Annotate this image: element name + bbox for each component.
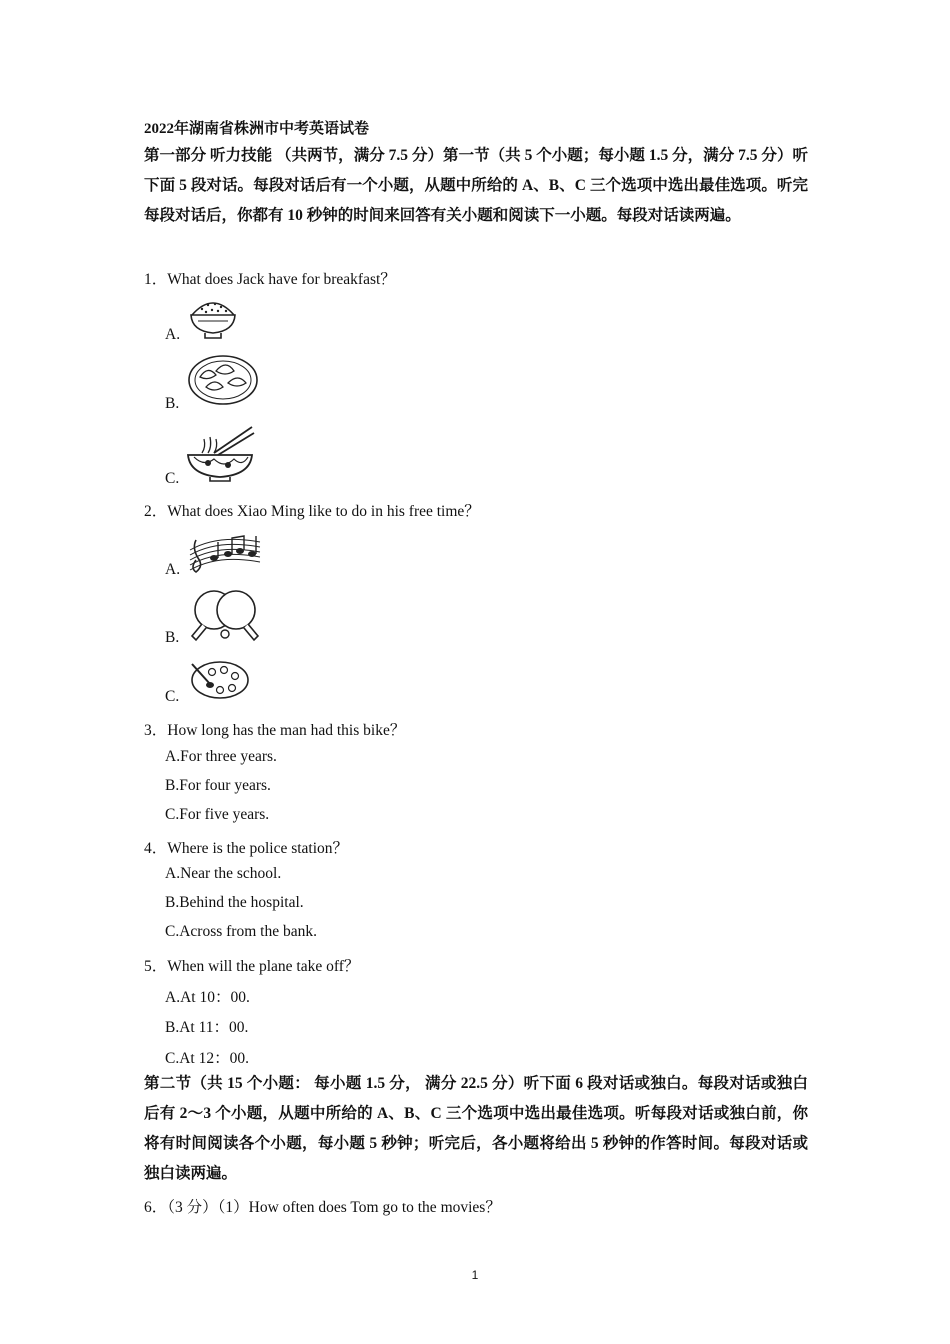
section-2-instructions: 第二节（共 15 个小题： 每小题 1.5 分， 满分 22.5 分）听下面 6 段对话或独白。每段对话或独白后有 2～3 个小题，从题中所给的 A、B、C 三个选项中选出最佳选项。听每段对话或独白前，你将有时间阅读各个小题，每小题 5 秒钟；听完后，各小题将给出 5 秒钟的作答时间。每段对话或独白读两遍。 <box>144 1075 808 1182</box>
option-a: A.For three years. <box>165 748 277 765</box>
question-text: What does Jack have for breakfast？ <box>167 271 396 288</box>
question-number: 1． <box>144 271 168 288</box>
option-b: B.At 11：00. <box>165 1019 249 1036</box>
option-label: B. <box>165 395 180 412</box>
question-number: 4． <box>144 840 168 857</box>
option-a: A.At 10：00. <box>165 989 250 1006</box>
question-text: （3 分）（1）How often does Tom go to the movies？ <box>167 1199 501 1216</box>
question-4 <box>144 836 348 858</box>
option-b: B.Behind the hospital. <box>165 894 304 911</box>
question-2 <box>144 499 480 521</box>
question-number: 3． <box>144 722 168 739</box>
question-text: Where is the police station？ <box>167 840 349 857</box>
rice-bowl-icon <box>188 295 238 341</box>
question-text: What does Xiao Ming like to do in his free time？ <box>167 503 480 520</box>
question-number: 6． <box>144 1199 168 1216</box>
option-label: A. <box>165 561 181 578</box>
option-a: A.Near the school. <box>165 865 282 882</box>
question-number: 2． <box>144 503 168 520</box>
exam-title: 2022年湖南省株洲市中考英语试卷 <box>144 121 370 137</box>
dumplings-plate-icon <box>186 353 260 407</box>
option-b: B.For four years. <box>165 777 271 794</box>
question-number: 5． <box>144 958 168 975</box>
option-label: C. <box>165 470 180 487</box>
question-5 <box>144 954 359 976</box>
option-label: C. <box>165 688 180 705</box>
option-c: C.For five years. <box>165 806 270 823</box>
paint-palette-icon <box>188 658 250 702</box>
noodles-bowl-icon <box>184 423 256 483</box>
page-number: 1 <box>471 1268 479 1282</box>
question-3 <box>144 718 405 740</box>
question-6 <box>144 1195 501 1217</box>
question-text: How long has the man had this bike？ <box>167 722 406 739</box>
music-notes-icon <box>188 528 262 576</box>
question-1 <box>144 267 396 289</box>
option-c: C.Across from the bank. <box>165 923 317 940</box>
option-c: C.At 12：00. <box>165 1050 249 1067</box>
option-label: A. <box>165 326 181 343</box>
section-1-instructions: 第一部分 听力技能 （共两节，满分 7.5 分）第一节（共 5 个小题；每小题 1.5 分，满分 7.5 分）听下面 5 段对话。每段对话后有一个小题，从题中所给的 A、B、C 三个选项中选出最佳选项。听完每段对话后，你都有 10 秒钟的时间来回答有关小题和阅读下一小题。每段对话读两遍。 <box>144 147 808 224</box>
option-label: B. <box>165 629 180 646</box>
question-text: When will the plane take off？ <box>167 958 360 975</box>
ping-pong-paddles-icon <box>188 588 264 642</box>
